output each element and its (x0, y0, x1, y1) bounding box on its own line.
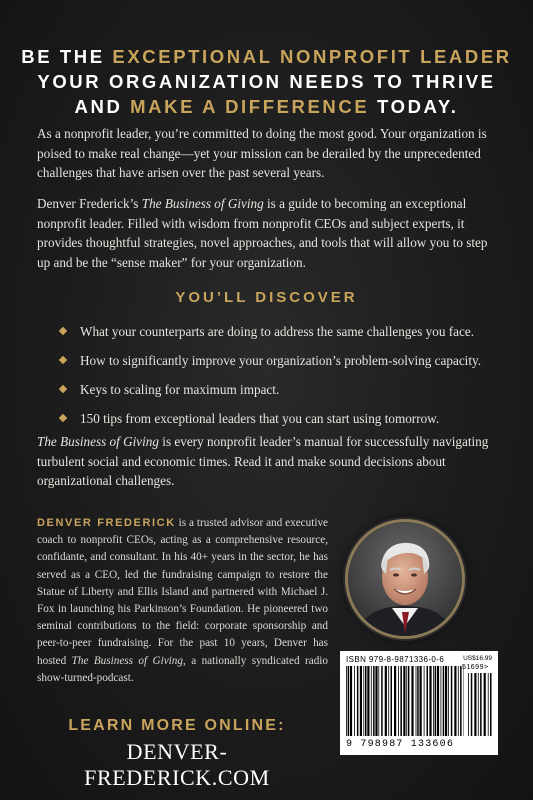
book-title: The Business of Giving (37, 434, 159, 449)
list-item: 150 tips from exceptional leaders that you can start using tomorrow. (60, 409, 520, 438)
barcode-addon-bars-icon (468, 673, 492, 736)
learn-more-heading: LEARN MORE ONLINE: (68, 717, 286, 734)
list-item: What your counterparts are doing to address the same challenges you face. (60, 322, 520, 351)
barcode-bars-icon (346, 666, 464, 736)
isbn-label: ISBN 979-8-9871336-0-6 (346, 655, 445, 664)
list-item: Keys to scaling for maximum impact. (60, 380, 520, 409)
headline-gold-phrase: EXCEPTIONAL NONPROFIT LEADER (112, 46, 512, 67)
headline (0, 44, 533, 119)
discover-heading: YOU’LL DISCOVER (175, 289, 358, 306)
closing-paragraph: The Business of Giving is every nonprofit leader’s manual for successfully navigating turbulent social and economic times. Read it and make sound decisions about organizational challenges. (37, 434, 489, 489)
headline-line-1: BE THE EXCEPTIONAL NONPROFIT LEADER (21, 46, 512, 67)
intro-paragraph-2: Denver Frederick’s The Business of Giving is a guide to becoming an exceptional nonprofit leader. Filled with wisdom from nonprofit CEOs and subject experts, it provides thoughtful strategies, novel approaches, and tools that will allow you to step up and be the “sense maker” for your organization. (37, 196, 488, 270)
barcode-number: 9 798987 133606 (346, 739, 455, 750)
discover-list (60, 322, 520, 438)
price-label: US$16.99 (463, 655, 492, 662)
website-link[interactable]: DENVER-FREDERICK.COM (84, 739, 270, 790)
diamond-bullet-icon (59, 414, 67, 422)
diamond-bullet-icon (59, 356, 67, 364)
addon-number: 51699> (462, 664, 489, 671)
author-bio: DENVER FREDERICK is a trusted advisor and executive coach to nonprofit CEOs, acting as a comprehensive resource, confidante, and consultant. In his 40+ years in the sector, he has served as a CEO, led the fundraising campaign to restore the Statue of Liberty and Ellis Island and partnered with Michael J. Fox in launching his Parkinson’s Foundation. He pioneered two seminal contributions to the field: corporate sponsorship and peer-to-peer fundraising. For the past 10 years, Denver has hosted The Business of Giving, a nationally syndicated radio show-turned-podcast. (37, 517, 329, 684)
headline-line-3: AND MAKE A DIFFERENCE TODAY. (74, 96, 459, 117)
book-title: The Business of Giving (141, 196, 264, 211)
diamond-bullet-icon (59, 385, 67, 393)
diamond-bullet-icon (59, 327, 67, 335)
show-title: The Business of Giving (71, 654, 183, 667)
isbn-barcode (340, 651, 498, 755)
author-name: DENVER FREDERICK (37, 517, 176, 529)
author-photo (345, 519, 465, 639)
list-item: How to significantly improve your organization’s problem-solving capacity. (60, 351, 520, 380)
headline-line-2: YOUR ORGANIZATION NEEDS TO THRIVE (37, 71, 496, 92)
headline-gold-phrase-2: MAKE A DIFFERENCE (130, 96, 370, 117)
intro-paragraph-1: As a nonprofit leader, you’re committed to doing the most good. Your organization is poised to make real change—yet your mission can be derailed by the unprecedented challenges that have arisen over the past several years. (37, 126, 487, 181)
author-portrait-icon (348, 522, 462, 636)
